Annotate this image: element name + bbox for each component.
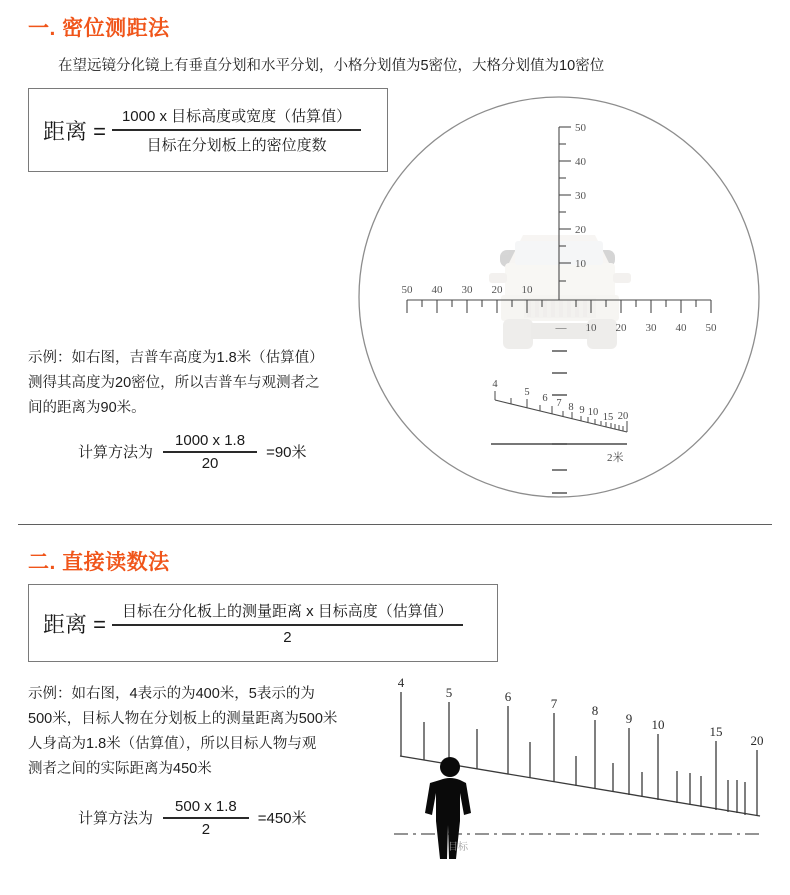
svg-text:10: 10 [575, 258, 586, 270]
calc-1-label: 计算方法为 [78, 444, 154, 462]
reticle-lower-dashes [552, 351, 567, 505]
svg-text:50: 50 [705, 322, 717, 334]
section-1-example [28, 346, 324, 421]
svg-text:30: 30 [645, 322, 657, 334]
section-divider [18, 524, 772, 525]
formula-2-denominator: 2 [283, 628, 292, 646]
formula-box-1 [28, 88, 388, 172]
reticle-crosshair [407, 127, 711, 300]
formula-1-denominator: 目标在分划板上的密位度数 [146, 136, 327, 154]
svg-text:10: 10 [651, 717, 665, 732]
calc-1-denominator: 20 [201, 454, 219, 472]
formula-2-lhs: 距离 = [43, 611, 106, 637]
svg-text:10: 10 [587, 407, 599, 418]
calc-1-numerator: 1000 x 1.8 [175, 432, 246, 449]
formula-2-numerator: 目标在分化板上的测量距离 x 目标高度（估算值） [121, 603, 453, 621]
formula-2-fraction [112, 600, 463, 646]
calc-2-fraction [163, 798, 249, 838]
formula-box-2 [28, 584, 498, 662]
section-2-calculation [78, 798, 307, 838]
svg-text:9: 9 [625, 711, 633, 726]
formula-1-numerator: 1000 x 目标高度或宽度（估算值） [121, 108, 352, 126]
svg-text:50: 50 [401, 284, 413, 296]
svg-text:9: 9 [579, 405, 585, 416]
svg-text:5: 5 [445, 685, 453, 700]
svg-text:50: 50 [575, 122, 586, 134]
svg-text:20: 20 [615, 322, 627, 334]
svg-text:8: 8 [591, 703, 599, 718]
svg-text:15: 15 [709, 724, 723, 739]
reticle-stadia-scale [491, 379, 628, 464]
svg-text:30: 30 [575, 190, 586, 202]
calc-2-label: 计算方法为 [78, 810, 154, 828]
calc-2-denominator: 2 [201, 820, 211, 838]
svg-text:20: 20 [491, 284, 503, 296]
range-ruler-figure [392, 668, 784, 883]
svg-text:20: 20 [617, 411, 629, 422]
svg-text:10: 10 [585, 322, 597, 334]
svg-text:7: 7 [556, 398, 562, 409]
section-1-calculation [78, 432, 307, 472]
calc-1-result: =90米 [266, 444, 307, 462]
svg-text:6: 6 [542, 393, 548, 404]
svg-text:5: 5 [524, 387, 530, 398]
example-2-line-3: 人身高为1.8米（估算值），所以目标人物与观 [28, 736, 317, 752]
formula-1-lhs: 距离 = [43, 118, 106, 144]
svg-text:4: 4 [397, 675, 405, 690]
calc-2-numerator: 500 x 1.8 [175, 798, 237, 815]
svg-text:8: 8 [568, 402, 574, 413]
svg-text:20: 20 [750, 733, 764, 748]
example-2-line-4: 测者之间的实际距离为450米 [28, 761, 212, 777]
svg-text:40: 40 [575, 156, 586, 168]
example-1-line-1: 示例：如右图，吉普车高度为1.8米（估算值） [28, 350, 324, 366]
calc-2-result: =450米 [257, 810, 307, 828]
section-2-example [28, 682, 337, 782]
example-2-line-1: 示例：如右图，4表示的为400米，5表示的为 [28, 686, 315, 702]
scope-reticle-figure [355, 95, 765, 505]
example-1-line-2: 测得其高度为20密位，所以吉普车与观测者之 [28, 375, 320, 391]
calc-1-fraction [163, 432, 257, 472]
formula-1-fraction [112, 105, 361, 155]
example-1-line-3: 间的距离为90米。 [28, 400, 146, 416]
svg-text:40: 40 [431, 284, 443, 296]
section-2-heading: 二. 直接读数法 [28, 551, 170, 574]
svg-text:4: 4 [492, 379, 498, 390]
svg-text:7: 7 [550, 696, 558, 711]
svg-text:40: 40 [675, 322, 687, 334]
example-2-line-2: 500米，目标人物在分划板上的测量距离为500米 [28, 711, 338, 727]
svg-text:10: 10 [521, 284, 533, 296]
svg-text:—: — [555, 322, 567, 334]
stadia-unit-label: 2米 [607, 452, 624, 464]
section-1-heading: 一. 密位测距法 [28, 17, 170, 40]
svg-text:30: 30 [461, 284, 473, 296]
svg-text:20: 20 [575, 224, 586, 236]
ground-target-label: 目标 [448, 842, 468, 853]
section-1-intro: 在望远镜分化镜上有垂直分划和水平分划，小格分划值为5密位，大格分划值为10密位 [58, 58, 605, 74]
svg-text:6: 6 [504, 689, 512, 704]
svg-text:15: 15 [602, 412, 614, 423]
ruler-labels [398, 675, 764, 748]
